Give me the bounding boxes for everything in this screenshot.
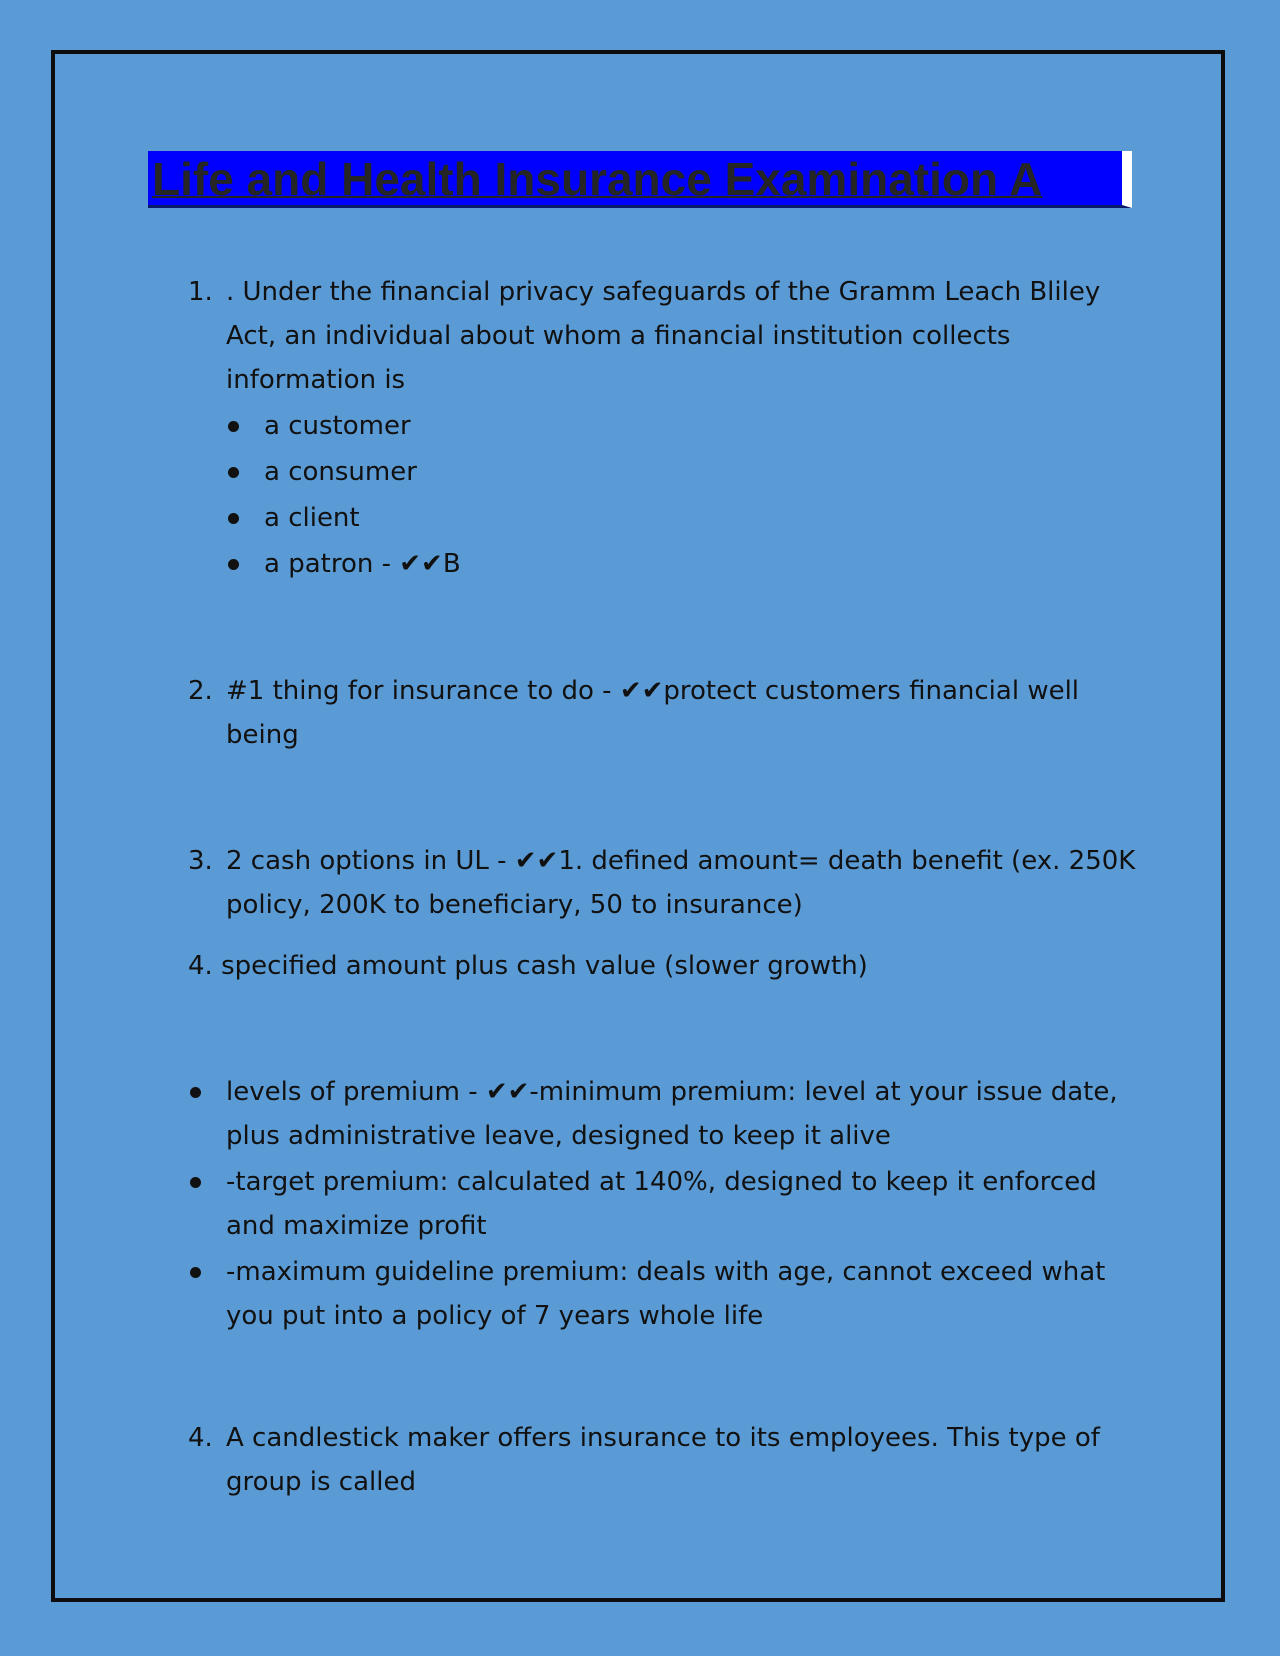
question-text: #1 thing for insurance to do - ✔✔protect customers financial well being (226, 676, 1080, 750)
question-text: A candlestick maker offers insurance to its employees. This type of group is called (226, 1423, 1100, 1497)
question-number: 1. (188, 277, 213, 307)
premium-bullet-list (188, 1070, 1148, 1340)
answer-option: a consumer (226, 450, 1148, 496)
question-2 (188, 669, 1148, 757)
question-text: . Under the financial privacy safeguards of the Gramm Leach Bliley Act, an individual about whom a financial institution collects information is (226, 277, 1101, 395)
list-item: -target premium: calculated at 140%, designed to keep it enforced and maximize profit (188, 1160, 1148, 1248)
answer-option: a client (226, 496, 1148, 542)
bullet-icon (190, 1087, 201, 1098)
question-3 (188, 839, 1148, 927)
bullet-icon (190, 1177, 201, 1188)
question-4 (188, 1416, 1148, 1504)
answer-options (226, 404, 1148, 588)
question-number: 3. (188, 846, 213, 876)
title-highlight (148, 151, 1132, 208)
question-1 (188, 270, 1148, 588)
document-title: Life and Health Insurance Examination A (152, 153, 1043, 205)
list-item: levels of premium - ✔✔-minimum premium: level at your issue date, plus administrative leave, designed to keep it alive (188, 1070, 1148, 1158)
bullet-icon (228, 467, 239, 478)
bullet-icon (228, 559, 239, 570)
list-item: -maximum guideline premium: deals with age, cannot exceed what you put into a policy of 7 years whole life (188, 1250, 1148, 1338)
bullet-icon (228, 421, 239, 432)
question-number: 2. (188, 676, 213, 706)
bullet-icon (228, 513, 239, 524)
question-number: 4. (188, 1423, 213, 1453)
answer-option: a patron - ✔✔B (226, 542, 1148, 588)
answer-continuation: 4. specified amount plus cash value (slower growth) (188, 951, 868, 981)
bullet-icon (190, 1267, 201, 1278)
answer-option: a customer (226, 404, 1148, 450)
question-text: 2 cash options in UL - ✔✔1. defined amount= death benefit (ex. 250K policy, 200K to beneficiary, 50 to insurance) (226, 846, 1136, 920)
